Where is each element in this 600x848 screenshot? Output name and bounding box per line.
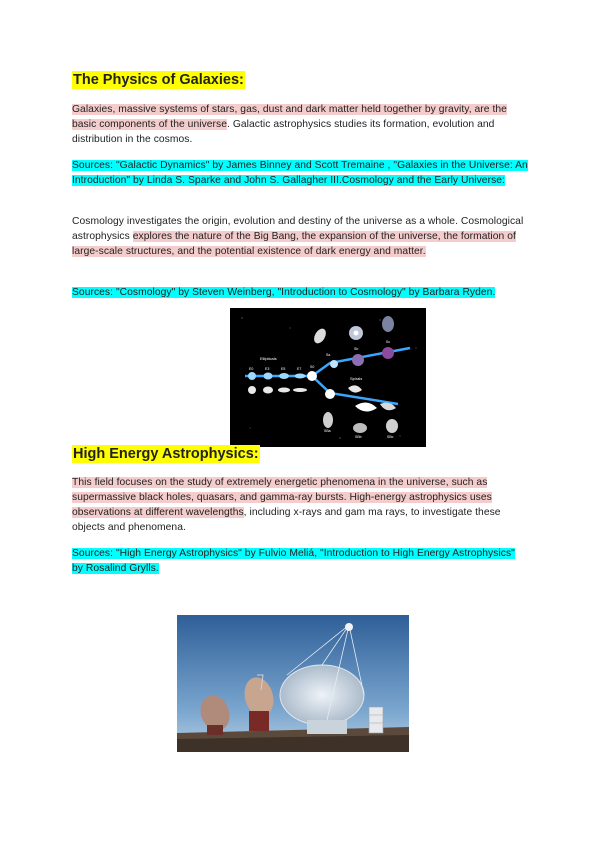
hubble-diagram-svg [230, 308, 426, 447]
telescope-photo [177, 615, 409, 752]
type-sa-label: Sa [326, 353, 331, 357]
spirals-label: Spirals [350, 376, 363, 381]
type-sb-label: Sb [354, 347, 359, 351]
sources-text: Sources: "High Energy Astrophysics" by Fulvio Meliá, "Introduction to High Energy Astrophysics" by Rosalind Grylls. [72, 548, 515, 574]
paragraph-galaxies [72, 102, 528, 147]
type-sbb-label: SBb [355, 435, 362, 439]
type-e5-label: E5 [281, 367, 286, 371]
paragraph-cosmology [72, 214, 528, 259]
highlighted-text: explores the nature of the Big Bang, the expansion of the universe, the formation of large-scale structures, and the potential existence of dark energy and matter. [72, 231, 516, 257]
paragraph-high-energy [72, 475, 528, 535]
ellipticals-label: Ellipticals [260, 356, 277, 361]
type-sba-label: SBa [324, 429, 331, 433]
type-e3-label: E3 [265, 367, 270, 371]
sources-high-energy [72, 546, 528, 576]
sources-cosmology [72, 285, 528, 300]
type-sbc-label: SBc [387, 435, 394, 439]
section-galaxies [72, 70, 528, 90]
type-sc-label: Sc [386, 340, 391, 344]
hubble-tuning-fork-image [230, 308, 426, 447]
highlighted-text: Galaxies, massive systems of stars, gas, dust and dark matter held together by gravity, are the basic components of the universe [72, 104, 507, 130]
paragraph-text: . Galactic astrophysics studies its formation, evolution and distribution in the cosmos. [72, 119, 495, 145]
heading-high-energy-astrophysics: High Energy Astrophysics: [73, 446, 259, 462]
type-s0-label: S0 [310, 365, 315, 369]
type-e0-label: E0 [249, 367, 254, 371]
section-high-energy [72, 444, 528, 464]
paragraph-text: Cosmology investigates the origin, evolution and destiny of the universe as a whole. Cosmological astrophysics [72, 216, 524, 242]
sources-text: Sources: "Cosmology" by Steven Weinberg, "Introduction to Cosmology" by Barbara Ryden. [72, 287, 496, 298]
paragraph-text: , including x-rays and gam ma rays, to investigate these objects and phenomena. [72, 507, 501, 533]
type-e7-label: E7 [297, 367, 302, 371]
telescope-photo-svg [177, 615, 409, 752]
heading-physics-of-galaxies: The Physics of Galaxies: [73, 72, 244, 88]
sources-galaxies [72, 158, 528, 188]
sources-text: Sources: "Galactic Dynamics" by James Binney and Scott Tremaine , "Galaxies in the Universe: An Introduction" by Linda S. Sparke and John S. Gallagher III.Cosmology and the Early Universe: [72, 160, 528, 186]
highlighted-text: This field focuses on the study of extremely energetic phenomena in the universe, such as supermassive black holes, quasars, and gamma-ray bursts. High-energy astrophysics uses observations at different wavelengths [72, 477, 492, 518]
